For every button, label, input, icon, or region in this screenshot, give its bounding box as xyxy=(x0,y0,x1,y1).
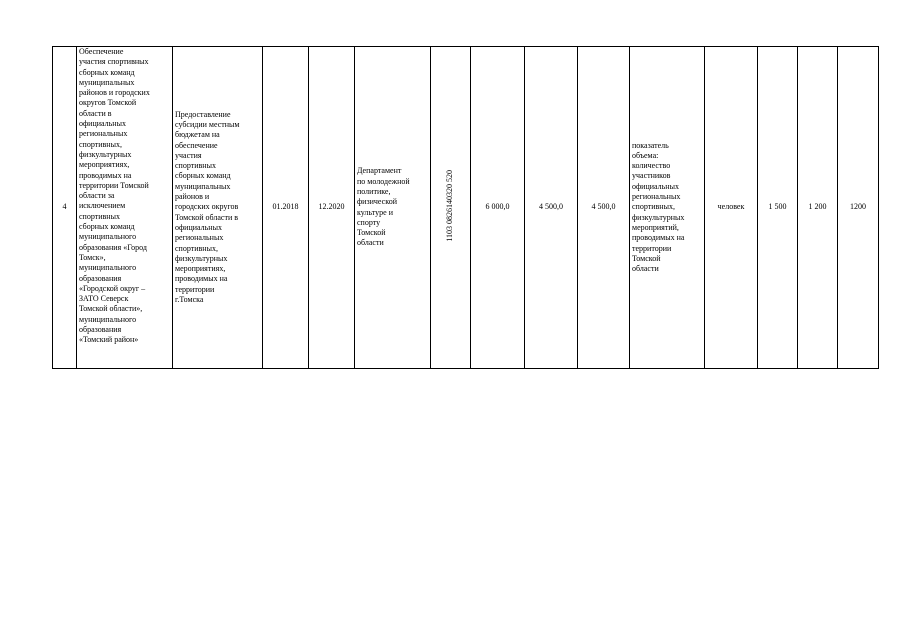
text-line: спортивных xyxy=(175,161,216,171)
text-line: муниципальных xyxy=(175,181,231,191)
text-line: городских округов xyxy=(175,202,239,212)
text-line: показатель xyxy=(632,140,669,150)
text-line: по молодежной xyxy=(357,176,410,186)
text-line: сборных команд xyxy=(79,67,135,77)
text-line: области в xyxy=(79,108,112,118)
text-line: количество xyxy=(632,161,671,171)
text-line: объема: xyxy=(632,150,659,160)
text-line: образования xyxy=(79,273,122,283)
text-line: муниципального xyxy=(79,232,137,242)
text-line: муниципального xyxy=(79,263,137,273)
text-line: мероприятиях, xyxy=(175,264,226,274)
value-1: 1 500 xyxy=(758,47,798,369)
text-line: спортивных, xyxy=(632,202,675,212)
text-line: физкультурных xyxy=(632,212,685,222)
task-name-cell xyxy=(77,47,173,369)
text-line: сборных команд xyxy=(79,222,135,232)
text-line: Томской xyxy=(632,253,661,263)
text-line: официальных xyxy=(79,119,126,129)
text-line: спортивных xyxy=(79,211,120,221)
text-line: спортивных, xyxy=(175,243,218,253)
text-line: бюджетам на xyxy=(175,130,220,140)
text-line: физкультурных xyxy=(79,149,132,159)
text-line: образования «Город xyxy=(79,242,147,252)
text-line: территории Томской xyxy=(79,180,149,190)
text-line: Предоставление xyxy=(175,109,231,119)
activity-text xyxy=(175,110,260,306)
executor-text xyxy=(357,166,428,248)
text-line: политике, xyxy=(357,186,391,196)
text-line: Департамент xyxy=(357,166,402,176)
end-date: 12.2020 xyxy=(309,47,355,369)
text-line: области xyxy=(632,264,659,274)
text-line: участия спортивных xyxy=(79,57,149,67)
text-line: муниципального xyxy=(79,314,137,324)
text-line: культуре и xyxy=(357,207,393,217)
text-line: физической xyxy=(357,197,397,207)
start-date: 01.2018 xyxy=(263,47,309,369)
text-line: официальных xyxy=(632,181,679,191)
text-line: проводимых на xyxy=(175,274,228,284)
text-line: Томск», xyxy=(79,252,106,262)
text-line: Обеспечение xyxy=(79,47,124,56)
task-name xyxy=(79,47,170,346)
text-line: сборных команд xyxy=(175,171,231,181)
text-line: спорту xyxy=(357,217,381,227)
unit-cell: человек xyxy=(705,47,758,369)
text-line: проводимых на xyxy=(79,170,132,180)
text-line: региональных xyxy=(79,129,128,139)
text-line: официальных xyxy=(175,222,222,232)
text-line: области xyxy=(357,238,384,248)
text-line: участия xyxy=(175,150,202,160)
year2-amount: 4 500,0 xyxy=(578,47,630,369)
text-line: территории xyxy=(175,284,215,294)
text-line: «Городской округ – xyxy=(79,283,146,293)
table-row xyxy=(53,47,879,369)
text-line: проводимых на xyxy=(632,233,685,243)
text-line: районов и xyxy=(175,192,210,202)
text-line: исключением xyxy=(79,201,126,211)
indicator-cell xyxy=(630,47,705,369)
budget-code-cell xyxy=(431,47,471,369)
text-line: округов Томской xyxy=(79,98,137,108)
text-line: обеспечение xyxy=(175,140,218,150)
text-line: области за xyxy=(79,191,115,201)
text-line: спортивных, xyxy=(79,139,122,149)
text-line: Томской области», xyxy=(79,304,143,314)
text-line: Томской области в xyxy=(175,212,239,222)
text-line: ЗАТО Северск xyxy=(79,294,129,304)
text-line: муниципальных xyxy=(79,77,135,87)
text-line: «Томский район» xyxy=(79,335,139,345)
text-line: Томской xyxy=(357,228,386,238)
year1-amount: 4 500,0 xyxy=(525,47,578,369)
executor-cell xyxy=(355,47,431,369)
budget-code: 1103 0826140320 520 xyxy=(445,170,455,242)
value-3: 1200 xyxy=(838,47,879,369)
value-2: 1 200 xyxy=(798,47,838,369)
text-line: г.Томска xyxy=(175,295,204,305)
text-line: районов и городских xyxy=(79,88,150,98)
text-line: участников xyxy=(632,171,671,181)
program-table xyxy=(52,46,879,369)
text-line: образования xyxy=(79,325,122,335)
text-line: физкультурных xyxy=(175,253,228,263)
row-number: 4 xyxy=(53,47,77,369)
text-line: региональных xyxy=(175,233,224,243)
text-line: территории xyxy=(632,243,672,253)
activity-cell xyxy=(173,47,263,369)
indicator-text xyxy=(632,141,702,275)
total-amount: 6 000,0 xyxy=(471,47,525,369)
text-line: мероприятий, xyxy=(632,222,679,232)
text-line: мероприятиях, xyxy=(79,160,130,170)
text-line: региональных xyxy=(632,192,681,202)
text-line: субсидии местным xyxy=(175,119,240,129)
